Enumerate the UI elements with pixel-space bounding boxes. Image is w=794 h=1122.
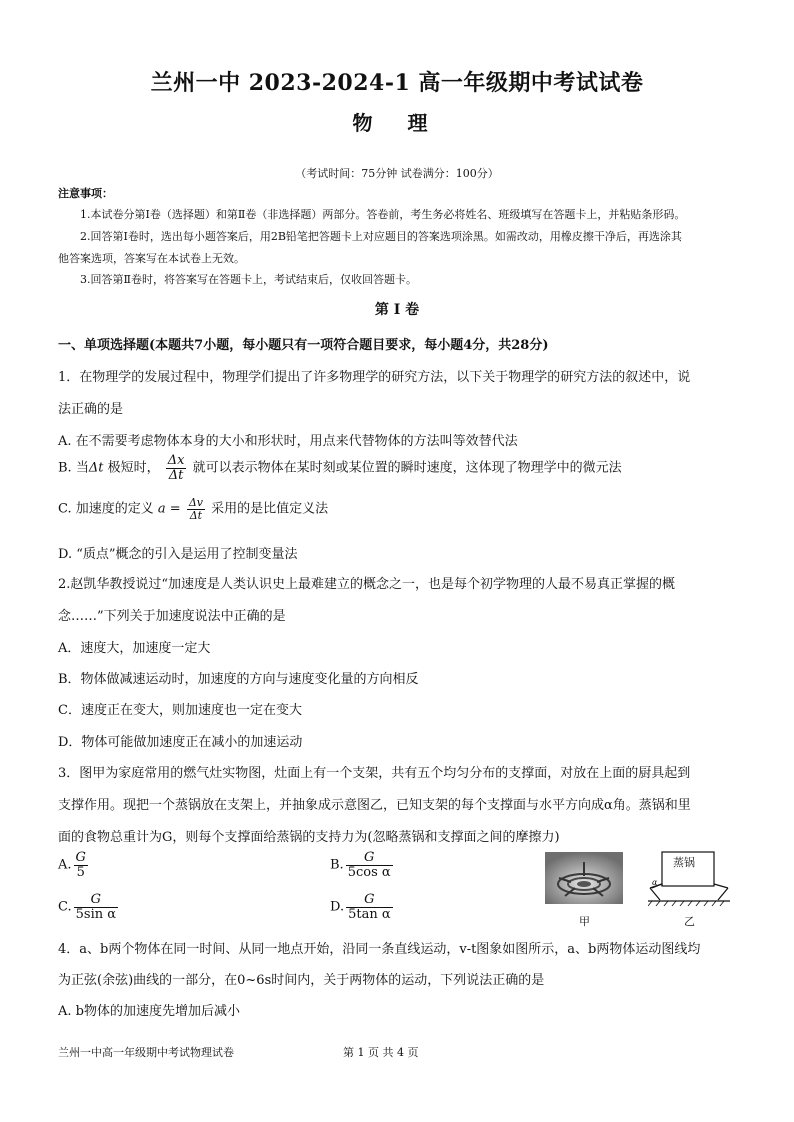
exam-title: 兰州一中 2023-2024-1 高一年级期中考试试卷 [150, 70, 644, 96]
q4-stem-line-1: 4．a、b两个物体在同一时间、从同一地点开始，沿同一条直线运动，v-t图象如图所示，a、b两物体运动图线均 [58, 942, 701, 957]
footer-page-number: 第 1 页 共 4 页 [343, 1046, 419, 1059]
q2-stem-line-1: 2.赵凯华教授说过“加速度是人类认识史上最难建立的概念之一，也是每个初学物理的人最不易真正掌握的概 [58, 577, 676, 592]
q3-option-d-fraction: $\frac{G}{\text{5tan α}}$ [348, 892, 391, 922]
figure-jia-caption: 甲 [579, 915, 590, 928]
q1-option-d: D. “质点”概念的引入是运用了控制变量法 [58, 547, 298, 562]
exam-info: （考试时间：75分钟 试卷满分：100分） [295, 167, 499, 180]
q2-option-a: A．速度大，加速度一定大 [58, 641, 211, 656]
q4-stem-line-2: 为正弦(余弦)曲线的一部分，在0~6s时间内，关于两物体的运动，下列说法正确的是 [58, 973, 545, 988]
part-title: 一、单项选择题(本题共7小题，每小题只有一项符合题目要求，每小题4分，共28分) [58, 338, 549, 353]
q3-option-a-fraction: $\frac{G}{5}$ [75, 850, 86, 880]
q2-stem-line-2: 念……”下列关于加速度说法中正确的是 [58, 609, 286, 624]
notice-item-2-line-1: 2.回答第Ⅰ卷时，选出每小题答案后，用2B铅笔把答题卡上对应题目的答案选项涂黑。如需改动，用橡皮擦干净后，再选涂其 [80, 230, 682, 243]
section-title: 第 Ⅰ 卷 [374, 302, 420, 318]
pot-label: 蒸锅 [673, 856, 695, 869]
q3-option-c-fraction: $\frac{G}{\text{5sin α}}$ [75, 892, 117, 922]
q3-option-d: D. $\frac{G}{\text{5tan α}}$ [330, 892, 391, 922]
q2-option-b: B．物体做减速运动时，加速度的方向与速度变化量的方向相反 [58, 672, 419, 687]
stove-photo-figure [545, 852, 623, 904]
q1-stem-line-2: 法正确的是 [58, 402, 124, 417]
figure-yi-caption: 乙 [684, 915, 695, 928]
q1-option-b: B. 当Δt 极短时， $\frac{\Delta x}{\Delta t}$ 就可以表示物体在某时刻或某位置的瞬时速度，这体现了物理学中的微元法 [58, 453, 622, 483]
q3-stem-line-3: 面的食物总重计为G，则每个支撑面给蒸锅的支持力为(忽略蒸锅和支撑面之间的摩擦力) [58, 830, 560, 845]
q2-option-d: D．物体可能做加速度正在减小的加速运动 [58, 735, 303, 750]
q1-option-b-fraction: $\frac{\Delta x}{\Delta t}$ [167, 453, 185, 483]
q3-option-b-fraction: $\frac{G}{\text{5cos α}}$ [347, 850, 391, 880]
angle-label: α [652, 878, 658, 887]
subject-title: 物 理 [352, 111, 442, 135]
notice-heading: 注意事项： [58, 187, 113, 200]
q3-option-c: C. $\frac{G}{\text{5sin α}}$ [58, 892, 117, 922]
q4-option-a: A. b物体的加速度先增加后减小 [58, 1004, 240, 1019]
notice-item-3: 3.回答第Ⅱ卷时，将答案写在答题卡上，考试结束后，仅收回答题卡。 [80, 273, 417, 286]
q3-option-b: B. $\frac{G}{\text{5cos α}}$ [330, 850, 391, 880]
notice-item-1: 1.本试卷分第Ⅰ卷（选择题）和第Ⅱ卷（非选择题）两部分。答卷前，考生务必将姓名、班级填写在答题卡上，并粘贴条形码。 [80, 208, 686, 221]
notice-item-2-line-2: 他答案选项，答案写在本试卷上无效。 [58, 252, 245, 265]
q2-option-c: C．速度正在变大，则加速度也一定在变大 [58, 703, 302, 718]
q3-stem-line-2: 支撑作用。现把一个蒸锅放在支架上，并抽象成示意图乙，已知支架的每个支撑面与水平方向成α角。蒸锅和里 [58, 798, 691, 813]
footer-left: 兰州一中高一年级期中考试物理试卷 [58, 1046, 234, 1059]
q1-option-a: A. 在不需要考虑物体本身的大小和形状时，用点来代替物体的方法叫等效替代法 [58, 434, 518, 449]
q3-option-a: A. $\frac{G}{5}$ [58, 850, 86, 880]
q3-stem-line-1: 3．图甲为家庭常用的燃气灶实物图，灶面上有一个支架，共有五个均匀分布的支撑面，对放在上面的厨具起到 [58, 766, 691, 781]
q1-option-c: C. 加速度的定义 a = $\frac{\Delta v}{\Delta t}$ 采用的是比值定义法 [58, 496, 329, 522]
q1-option-c-fraction: $\frac{\Delta v}{\Delta t}$ [188, 496, 203, 522]
q1-stem-line-1: 1．在物理学的发展过程中，物理学们提出了许多物理学的研究方法，以下关于物理学的研究方法的叙述中，说 [58, 370, 691, 385]
